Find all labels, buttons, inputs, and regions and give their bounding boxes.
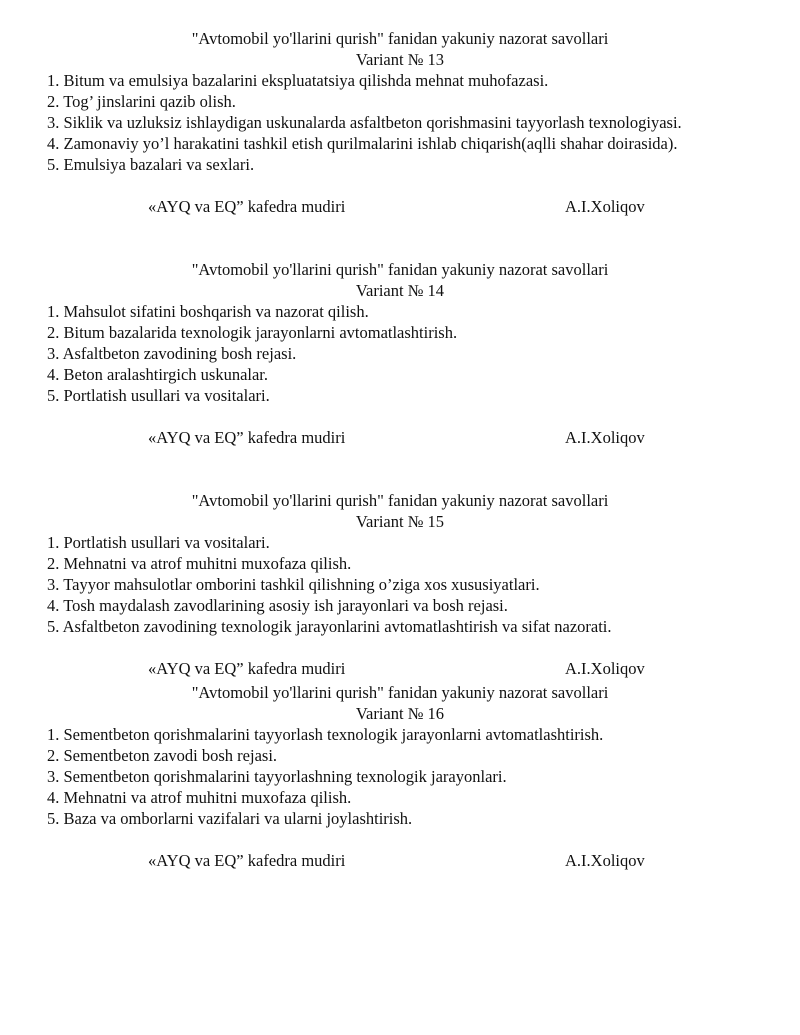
exam-title: "Avtomobil yo'llarini qurish" fanidan yakuniy nazorat savollari xyxy=(191,260,609,279)
question-item: 3. Asfaltbeton zavodining bosh rejasi. xyxy=(47,344,297,363)
question-item: 1. Portlatish usullari va vositalari. xyxy=(47,533,270,552)
question-item: 1. Bitum va emulsiya bazalarini ekspluatatsiya qilishda mehnat muhofazasi. xyxy=(47,71,549,90)
variant-block-14 xyxy=(0,259,800,448)
signature-name: A.I.Xoliqov xyxy=(565,197,645,216)
signature-line xyxy=(0,427,800,448)
signature-name: A.I.Xoliqov xyxy=(565,659,645,678)
variant-number: Variant № 16 xyxy=(355,704,445,723)
signature-line xyxy=(0,850,800,871)
question-item: 2. Bitum bazalarida texnologik jarayonlarni avtomatlashtirish. xyxy=(47,323,458,342)
exam-title: "Avtomobil yo'llarini qurish" fanidan yakuniy nazorat savollari xyxy=(191,29,609,48)
question-item: 5. Portlatish usullari va vositalari. xyxy=(47,386,270,405)
question-item: 4. Zamonaviy yo’l harakatini tashkil etish qurilmalarini ishlab chiqarish(aqlli shahar doirasida). xyxy=(47,134,678,153)
question-list xyxy=(0,70,800,175)
question-item: 4. Mehnatni va atrof muhitni muxofaza qilish. xyxy=(47,788,352,807)
question-item: 3. Siklik va uzluksiz ishlaydigan uskunalarda asfaltbeton qorishmasini tayyorlash texnologiyasi. xyxy=(47,113,682,132)
question-item: 5. Baza va omborlarni vazifalari va ularni joylashtirish. xyxy=(47,809,413,828)
variant-number: Variant № 14 xyxy=(355,281,445,300)
variant-number: Variant № 15 xyxy=(355,512,445,531)
question-item: 5. Asfaltbeton zavodining texnologik jarayonlarini avtomatlashtirish va sifat nazorati. xyxy=(47,617,612,636)
question-item: 2. Sementbeton zavodi bosh rejasi. xyxy=(47,746,278,765)
question-item: 4. Tosh maydalash zavodlarining asosiy ish jarayonlari va bosh rejasi. xyxy=(47,596,508,615)
exam-title: "Avtomobil yo'llarini qurish" fanidan yakuniy nazorat savollari xyxy=(191,683,609,702)
question-list xyxy=(0,532,800,637)
variant-number: Variant № 13 xyxy=(355,50,445,69)
signature-role: «AYQ va EQ” kafedra mudiri xyxy=(148,851,346,870)
question-item: 1. Mahsulot sifatini boshqarish va nazorat qilish. xyxy=(47,302,369,321)
question-item: 3. Tayyor mahsulotlar omborini tashkil qilishning o’ziga xos xususiyatlari. xyxy=(47,575,540,594)
signature-name: A.I.Xoliqov xyxy=(565,428,645,447)
question-item: 3. Sementbeton qorishmalarini tayyorlashning texnologik jarayonlari. xyxy=(47,767,507,786)
signature-role: «AYQ va EQ” kafedra mudiri xyxy=(148,197,346,216)
exam-title: "Avtomobil yo'llarini qurish" fanidan yakuniy nazorat savollari xyxy=(191,491,609,510)
signature-name: A.I.Xoliqov xyxy=(565,851,645,870)
question-item: 2. Mehnatni va atrof muhitni muxofaza qilish. xyxy=(47,554,352,573)
question-list xyxy=(0,724,800,829)
variant-block-15 xyxy=(0,490,800,679)
signature-line xyxy=(0,658,800,679)
variant-block-16 xyxy=(0,682,800,871)
question-list xyxy=(0,301,800,406)
question-item: 2. Tog’ jinslarini qazib olish. xyxy=(47,92,236,111)
question-item: 5. Emulsiya bazalari va sexlari. xyxy=(47,155,255,174)
signature-line xyxy=(0,196,800,217)
variant-block-13 xyxy=(0,28,800,217)
question-item: 1. Sementbeton qorishmalarini tayyorlash texnologik jarayonlarni avtomatlashtirish. xyxy=(47,725,604,744)
signature-role: «AYQ va EQ” kafedra mudiri xyxy=(148,428,346,447)
question-item: 4. Beton aralashtirgich uskunalar. xyxy=(47,365,269,384)
signature-role: «AYQ va EQ” kafedra mudiri xyxy=(148,659,346,678)
